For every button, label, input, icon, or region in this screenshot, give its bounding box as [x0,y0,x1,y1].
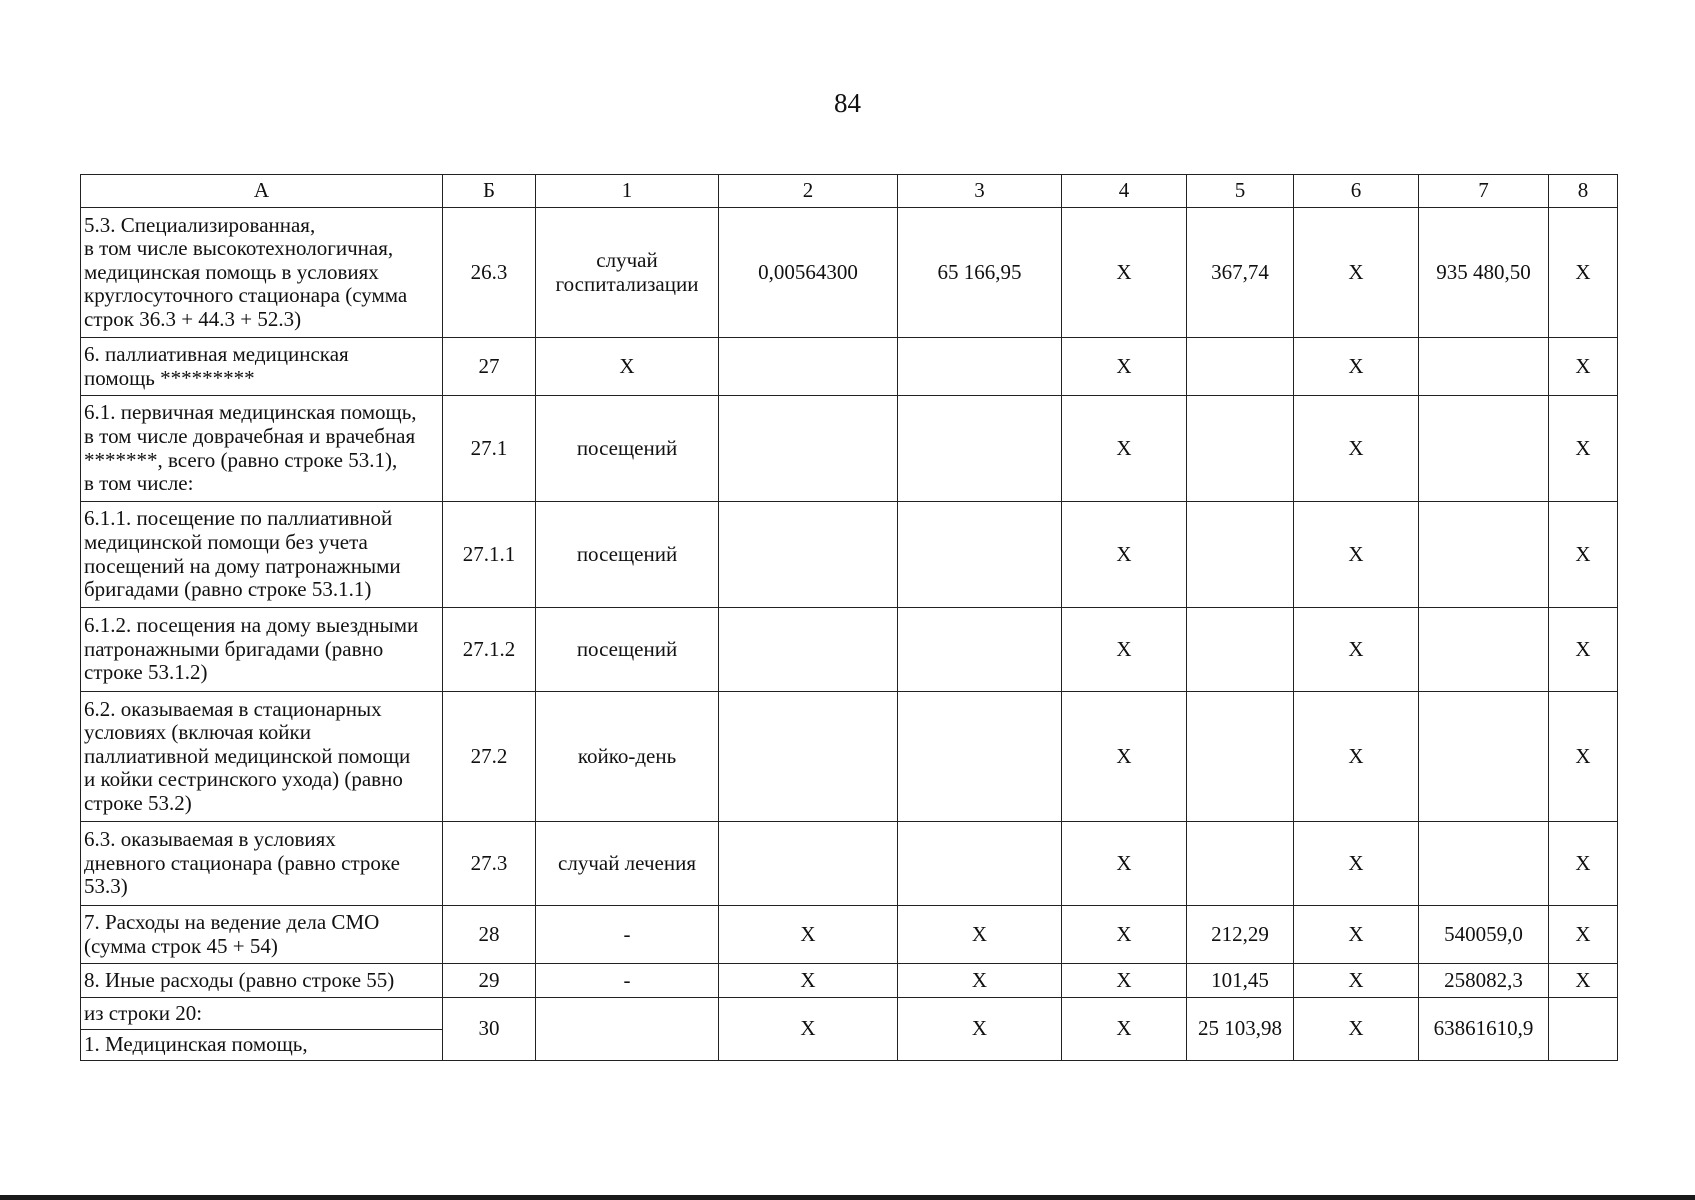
table-cell: X [1062,208,1187,338]
table-cell [719,396,898,502]
table-cell: X [719,998,898,1061]
table-cell-description: 6. паллиативная медицинская помощь ********* [81,338,443,396]
table-cell [1419,822,1549,906]
table-cell-description: 7. Расходы на ведение дела СМО (сумма строк 45 + 54) [81,906,443,964]
table-header-row [81,175,1618,208]
table-body [81,208,1618,998]
table-cell: X [1062,906,1187,964]
table-cell: 367,74 [1187,208,1294,338]
table-cell: 65 166,95 [898,208,1062,338]
table-cell [1187,338,1294,396]
table-cell [1187,502,1294,608]
column-header: 4 [1062,175,1187,208]
table-cell: 30 [443,998,536,1061]
table-cell: X [1294,998,1419,1061]
table-cell: 27.1.2 [443,608,536,692]
table-cell [1419,608,1549,692]
table-cell: X [1294,502,1419,608]
table-cell: X [1294,338,1419,396]
table-cell: X [719,906,898,964]
table-cell-description: 6.1.2. посещения на дому выездными патронажными бригадами (равно строке 53.1.2) [81,608,443,692]
table-row [81,692,1618,822]
table-cell [719,822,898,906]
table-cell [1187,396,1294,502]
table-cell: X [1549,208,1618,338]
table-row [81,396,1618,502]
table-cell: X [1294,822,1419,906]
column-header: 3 [898,175,1062,208]
table-cell-description: из строки 20: [81,998,443,1030]
table-cell: X [1549,338,1618,396]
table-cell [536,998,719,1061]
table-cell: - [536,964,719,998]
table-body-last [81,998,1618,1061]
table-cell: 101,45 [1187,964,1294,998]
table-cell-description: 1. Медицинская помощь, [81,1030,443,1061]
table-cell-description: 8. Иные расходы (равно строке 55) [81,964,443,998]
table-cell: 25 103,98 [1187,998,1294,1061]
table-cell: X [1549,692,1618,822]
table-cell: X [898,964,1062,998]
table-row [81,208,1618,338]
table-cell-description: 6.3. оказываемая в условиях дневного стационара (равно строке 53.3) [81,822,443,906]
column-header: 2 [719,175,898,208]
table-cell: X [898,998,1062,1061]
column-header: Б [443,175,536,208]
table-cell: 63861610,9 [1419,998,1549,1061]
table-cell: 27.1 [443,396,536,502]
table-cell: 27.3 [443,822,536,906]
table-cell-description: 6.1.1. посещение по паллиативной медицинской помощи без учета посещений на дому патронажными бригадами (равно строке 53.1.1) [81,502,443,608]
table-cell: X [1294,608,1419,692]
table-cell [1419,502,1549,608]
table-cell: X [719,964,898,998]
table-cell: 0,00564300 [719,208,898,338]
table-cell [719,338,898,396]
table-cell: X [1062,964,1187,998]
column-header: А [81,175,443,208]
table-cell: X [1294,906,1419,964]
table-row [81,998,1618,1030]
table-cell [898,608,1062,692]
table-cell [1187,692,1294,822]
table-cell: случай госпитализации [536,208,719,338]
table-cell [1187,608,1294,692]
table-cell [898,502,1062,608]
table-cell: X [1549,608,1618,692]
table-cell: посещений [536,396,719,502]
table-cell [1549,998,1618,1061]
table-cell: 212,29 [1187,906,1294,964]
table-cell: X [1294,964,1419,998]
table-cell: - [536,906,719,964]
table-cell: X [1062,502,1187,608]
table-cell: 258082,3 [1419,964,1549,998]
table-cell: X [1062,998,1187,1061]
table-cell [898,396,1062,502]
table-cell: посещений [536,608,719,692]
table-cell [719,502,898,608]
table-cell: X [1062,338,1187,396]
table-cell: X [1549,822,1618,906]
table-cell [1187,822,1294,906]
table-cell [898,822,1062,906]
data-table-container [80,174,1617,1061]
table-cell: 26.3 [443,208,536,338]
table-row [81,608,1618,692]
table-cell: X [1062,396,1187,502]
table-cell: X [1294,396,1419,502]
table-cell: X [1062,692,1187,822]
table-cell [898,338,1062,396]
table-cell: 29 [443,964,536,998]
table-cell: 27 [443,338,536,396]
table-cell [1419,692,1549,822]
table-row [81,906,1618,964]
table-row [81,822,1618,906]
table-cell-description: 6.2. оказываемая в стационарных условиях (включая койки паллиативной медицинской помощи и койки сестринского ухода) (равно строке 53.2) [81,692,443,822]
table-cell: X [1549,396,1618,502]
table-cell: 27.1.1 [443,502,536,608]
table-cell-description: 6.1. первичная медицинская помощь, в том числе доврачебная и врачебная *******, всего (равно строке 53.1), в том числе: [81,396,443,502]
table-cell [1419,396,1549,502]
page-number: 84 [834,88,861,118]
table-cell: X [1062,822,1187,906]
table-cell: X [1549,906,1618,964]
table-cell: X [1294,208,1419,338]
column-header: 1 [536,175,719,208]
table-cell: X [1062,608,1187,692]
table-row [81,964,1618,998]
table-cell: посещений [536,502,719,608]
table-cell: 540059,0 [1419,906,1549,964]
table-cell [1419,338,1549,396]
table-cell: 28 [443,906,536,964]
table-cell: X [898,906,1062,964]
table-cell: койко-день [536,692,719,822]
table-cell-description: 5.3. Специализированная, в том числе высокотехнологичная, медицинская помощь в условиях круглосуточного стационара (сумма строк 36.3 + 44.3 + 52.3) [81,208,443,338]
column-header: 7 [1419,175,1549,208]
data-table [80,174,1618,1061]
column-header: 6 [1294,175,1419,208]
table-cell: X [1294,692,1419,822]
column-header: 5 [1187,175,1294,208]
table-cell: 27.2 [443,692,536,822]
table-cell [719,608,898,692]
table-cell [719,692,898,822]
bottom-scan-edge [0,1195,1695,1200]
table-cell [898,692,1062,822]
table-cell: X [1549,964,1618,998]
table-cell: X [1549,502,1618,608]
table-row [81,338,1618,396]
table-cell: X [536,338,719,396]
table-cell: 935 480,50 [1419,208,1549,338]
column-header: 8 [1549,175,1618,208]
table-cell: случай лечения [536,822,719,906]
table-row [81,502,1618,608]
